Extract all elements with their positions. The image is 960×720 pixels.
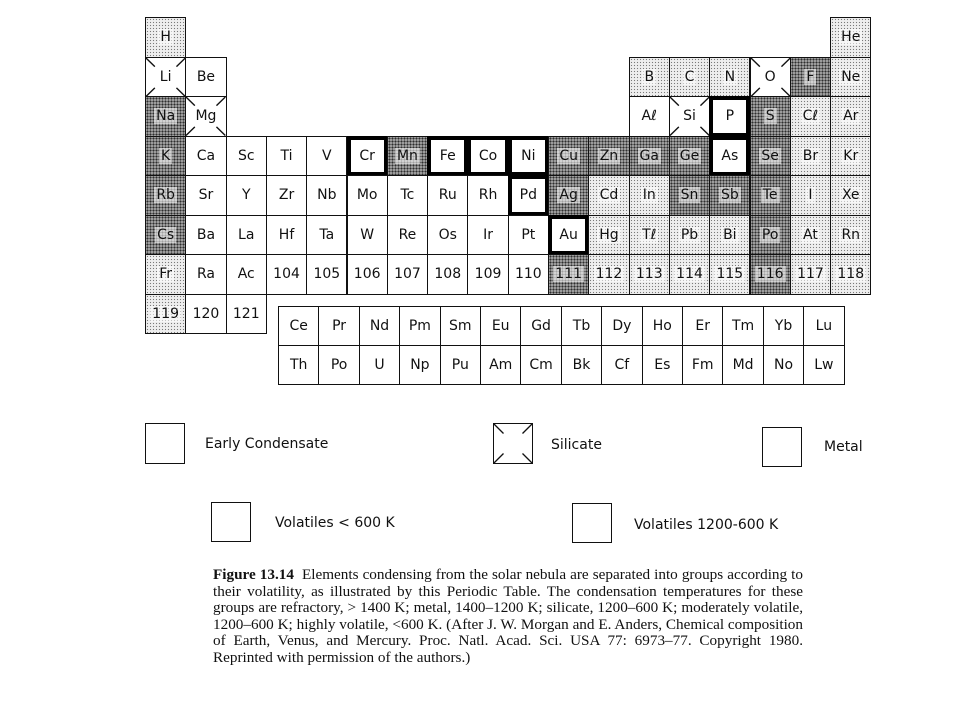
element-cell-au [548,215,589,256]
element-cell-sc [226,136,267,177]
figure-label: Figure 13.14 [213,566,294,583]
element-symbol: Au [559,226,578,243]
element-symbol: Nd [369,318,390,334]
series-cell-cf [601,345,642,385]
element-symbol: At [803,226,818,243]
element-cell-mo [347,175,388,216]
element-cell-te [750,175,791,216]
element-cell-114 [669,254,710,295]
element-symbol: I [808,187,813,204]
element-symbol: Pu [451,357,469,373]
legend-swatch-metal [762,427,802,467]
series-cell-er [682,306,723,346]
element-cell-br [790,136,831,177]
element-cell-115 [709,254,750,295]
element-symbol: 110 [514,266,542,283]
element-cell-cs [145,215,186,256]
element-symbol: Pr [332,318,347,334]
element-cell-tℓ [629,215,670,256]
element-symbol: 104 [273,266,300,283]
element-symbol: 116 [756,266,784,283]
element-symbol: Cu [559,147,578,164]
element-cell-kr [830,136,871,177]
element-symbol: Nb [317,187,337,204]
element-symbol: Bk [572,357,591,373]
element-cell-mg [185,96,226,137]
element-symbol: 117 [797,266,824,283]
element-symbol: Yb [774,318,793,334]
element-cell-117 [790,254,831,295]
element-symbol: Ni [521,147,536,164]
element-cell-cd [588,175,629,216]
element-cell-se [750,136,791,177]
element-symbol: Cd [599,187,619,204]
element-symbol: Ho [652,318,672,334]
element-symbol: B [644,68,655,85]
series-cell-ho [642,306,683,346]
series-cell-th [278,345,319,385]
series-cell-pu [440,345,481,385]
element-symbol: Tc [400,187,415,204]
element-symbol: Si [683,108,696,125]
series-cell-md [722,345,763,385]
element-symbol: Sn [680,187,699,204]
element-symbol: Re [398,226,417,243]
element-symbol: U [374,357,385,373]
element-symbol: Os [438,226,457,243]
element-cell-106 [347,254,388,295]
element-symbol: 111 [555,266,583,283]
element-symbol: Es [654,357,671,373]
element-cell-h [145,17,186,58]
element-cell-f [790,57,831,98]
element-cell-119 [145,294,186,335]
element-symbol: Mg [195,108,217,125]
element-symbol: 109 [474,266,502,283]
element-symbol: Te [762,187,778,204]
element-cell-zn [588,136,629,177]
series-cell-es [642,345,683,385]
element-cell-ru [427,175,468,216]
element-symbol: 113 [635,266,663,283]
element-symbol: Ne [841,68,861,85]
element-symbol: 119 [152,305,180,322]
element-cell-b [629,57,670,98]
element-cell-i [790,175,831,216]
element-symbol: Rh [478,187,498,204]
element-cell-co [467,136,508,177]
element-symbol: 120 [192,305,220,322]
element-cell-mn [387,136,428,177]
series-cell-lu [803,306,844,346]
element-cell-rb [145,175,186,216]
element-cell-ag [548,175,589,216]
series-cell-bk [561,345,602,385]
element-cell-nb [306,175,347,216]
series-cell-eu [480,306,521,346]
element-symbol: Cr [359,147,375,164]
element-symbol: Gd [531,318,551,334]
element-symbol: No [773,357,794,373]
element-cell-cu [548,136,589,177]
element-symbol: Dy [612,318,632,334]
element-cell-fr [145,254,186,295]
element-symbol: Mo [356,187,378,204]
element-cell-109 [467,254,508,295]
element-symbol: Ru [438,187,457,204]
element-symbol: Li [159,68,172,85]
element-cell-os [427,215,468,256]
element-symbol: 106 [353,266,381,283]
element-symbol: Co [478,147,498,164]
element-symbol: Br [802,147,819,164]
series-cell-gd [520,306,561,346]
element-symbol: Fr [159,266,173,283]
element-cell-107 [387,254,428,295]
element-cell-111 [548,254,589,295]
element-symbol: 108 [434,266,462,283]
element-cell-xe [830,175,871,216]
element-symbol: N [724,68,736,85]
element-cell-116 [750,254,791,295]
element-cell-p [709,96,750,137]
element-symbol: Ta [319,226,335,243]
series-cell-u [359,345,400,385]
element-symbol: Lu [815,318,833,334]
element-symbol: Am [489,357,513,373]
element-cell-in [629,175,670,216]
element-symbol: C [684,68,695,85]
legend-swatch-moderate [572,503,612,543]
element-cell-c [669,57,710,98]
element-cell-ir [467,215,508,256]
element-cell-as [709,136,750,177]
element-cell-104 [266,254,307,295]
element-symbol: Mn [396,147,418,164]
element-symbol: V [322,147,332,164]
element-symbol: O [764,68,776,85]
element-symbol: Ga [639,147,659,164]
element-cell-110 [508,254,549,295]
legend-label-silicate: Silicate [551,437,602,453]
element-symbol: 107 [394,266,421,283]
element-symbol: Kr [843,147,859,164]
element-symbol: Ac [237,266,255,283]
element-symbol: Po [330,357,348,373]
series-cell-fm [682,345,723,385]
element-cell-si [669,96,710,137]
series-cell-dy [601,306,642,346]
element-symbol: Rn [841,226,861,243]
element-symbol: Na [156,108,176,125]
element-cell-ra [185,254,226,295]
element-cell-120 [185,294,226,335]
series-cell-tm [722,306,763,346]
element-cell-ar [830,96,871,137]
element-symbol: Er [695,318,710,334]
element-symbol: Ra [196,266,215,283]
element-symbol: Sr [198,187,214,204]
element-cell-y [226,175,267,216]
element-symbol: Cℓ [802,108,819,125]
element-cell-118 [830,254,871,295]
element-symbol: Tm [731,318,755,334]
legend-label-volatile: Volatiles < 600 K [275,515,395,531]
series-cell-sm [440,306,481,346]
element-symbol: Po [761,226,779,243]
element-symbol: Cf [614,357,630,373]
element-cell-v [306,136,347,177]
element-symbol: Be [196,68,216,85]
series-cell-lw [803,345,844,385]
series-cell-no [763,345,804,385]
element-symbol: Cm [529,357,553,373]
series-cell-pm [399,306,440,346]
element-cell-ni [508,136,549,177]
legend-swatch-silicate [493,423,533,464]
element-symbol: In [642,187,656,204]
element-symbol: Aℓ [641,108,657,125]
series-cell-am [480,345,521,385]
element-symbol: Se [761,147,779,164]
element-symbol: Lw [814,357,834,373]
element-cell-o [750,57,791,98]
figure-caption [213,567,803,667]
element-symbol: 114 [676,266,703,283]
element-symbol: Hf [278,226,295,243]
element-symbol: Zr [278,187,295,204]
series-cell-nd [359,306,400,346]
element-symbol: As [721,147,739,164]
element-cell-cℓ [790,96,831,137]
element-cell-pb [669,215,710,256]
element-symbol: 115 [716,266,744,283]
element-cell-ta [306,215,347,256]
element-cell-n [709,57,750,98]
element-symbol: Ir [483,226,493,243]
element-symbol: Pd [519,187,537,204]
series-cell-np [399,345,440,385]
legend-label-moderate: Volatiles 1200-600 K [634,517,779,533]
element-symbol: Sm [449,318,472,334]
element-symbol: Pm [408,318,431,334]
element-cell-ca [185,136,226,177]
element-symbol: Xe [841,187,860,204]
element-cell-ga [629,136,670,177]
element-cell-s [750,96,791,137]
element-cell-li [145,57,186,98]
legend-swatch-early [145,423,185,464]
element-symbol: He [841,29,861,46]
element-cell-113 [629,254,670,295]
element-cell-tc [387,175,428,216]
series-cell-ce [278,306,319,346]
element-cell-hf [266,215,307,256]
element-symbol: Ar [843,108,859,125]
element-cell-112 [588,254,629,295]
series-cell-tb [561,306,602,346]
element-symbol: Cs [157,226,175,243]
element-cell-he [830,17,871,58]
element-cell-fe [427,136,468,177]
element-symbol: Hg [599,226,619,243]
element-symbol: Sc [237,147,255,164]
element-symbol: Md [732,357,754,373]
element-cell-hg [588,215,629,256]
element-symbol: Np [410,357,430,373]
element-symbol: Eu [491,318,510,334]
series-cell-cm [520,345,561,385]
element-symbol: Pt [521,226,536,243]
element-symbol: Ca [196,147,216,164]
element-cell-ti [266,136,307,177]
element-symbol: Rb [156,187,175,204]
element-cell-rn [830,215,871,256]
element-cell-w [347,215,388,256]
series-cell-pr [318,306,359,346]
caption-text: Elements condensing from the solar nebula are separated into groups according to their volatility, as illustrated by this Periodic Table. The condensation temperatures for these groups are refractory, > 1400 K; metal, 1400–1200 K; silicate, 1200–600 K; moderately volatile, 1200–600 K; highly volatile, <600 K. (After J. W. Morgan and E. Anders, Chemical composition of Earth, Venus, and Mercury. Proc. Natl. Acad. Sci. USA 77: 6973–77. Copyright 1980. Reprinted with permission of the authors.) [213,566,803,666]
element-symbol: W [360,226,375,243]
element-cell-pd [508,175,549,216]
element-symbol: Ag [559,187,578,204]
element-cell-zr [266,175,307,216]
element-cell-cr [347,136,388,177]
element-cell-sr [185,175,226,216]
element-symbol: Ge [679,147,700,164]
element-cell-ge [669,136,710,177]
element-symbol: Tb [572,318,591,334]
element-symbol: 112 [595,266,623,283]
silicate-corner-icon [494,424,532,463]
element-cell-ne [830,57,871,98]
legend-label-early: Early Condensate [205,436,329,452]
element-symbol: Fm [691,357,714,373]
element-symbol: S [765,108,775,125]
element-cell-la [226,215,267,256]
element-cell-at [790,215,831,256]
element-cell-sn [669,175,710,216]
legend-swatch-volatile [211,502,251,542]
element-cell-sb [709,175,750,216]
series-cell-po [318,345,359,385]
element-cell-rh [467,175,508,216]
element-symbol: Bi [723,226,737,243]
element-symbol: Ti [280,147,293,164]
element-symbol: Zn [599,147,619,164]
element-symbol: La [238,226,255,243]
element-cell-be [185,57,226,98]
element-cell-na [145,96,186,137]
element-symbol: Y [241,187,251,204]
element-symbol: Ce [289,318,308,334]
element-cell-105 [306,254,347,295]
element-cell-aℓ [629,96,670,137]
element-symbol: K [161,147,171,164]
element-symbol: F [806,68,815,85]
element-symbol: 121 [232,305,260,322]
element-symbol: Th [289,357,308,373]
legend-label-metal: Metal [824,439,863,455]
element-symbol: Sb [720,187,739,204]
element-cell-k [145,136,186,177]
element-cell-pt [508,215,549,256]
element-symbol: P [725,108,735,125]
element-cell-re [387,215,428,256]
element-symbol: Tℓ [642,226,657,243]
element-cell-ba [185,215,226,256]
series-cell-yb [763,306,804,346]
element-cell-ac [226,254,267,295]
element-cell-po [750,215,791,256]
element-cell-108 [427,254,468,295]
element-symbol: H [160,29,171,46]
element-symbol: Pb [680,226,699,243]
element-symbol: 105 [313,266,341,283]
element-cell-bi [709,215,750,256]
element-symbol: Ba [196,226,216,243]
element-symbol: 118 [837,266,865,283]
element-symbol: Fe [439,147,456,164]
element-cell-121 [226,294,267,335]
